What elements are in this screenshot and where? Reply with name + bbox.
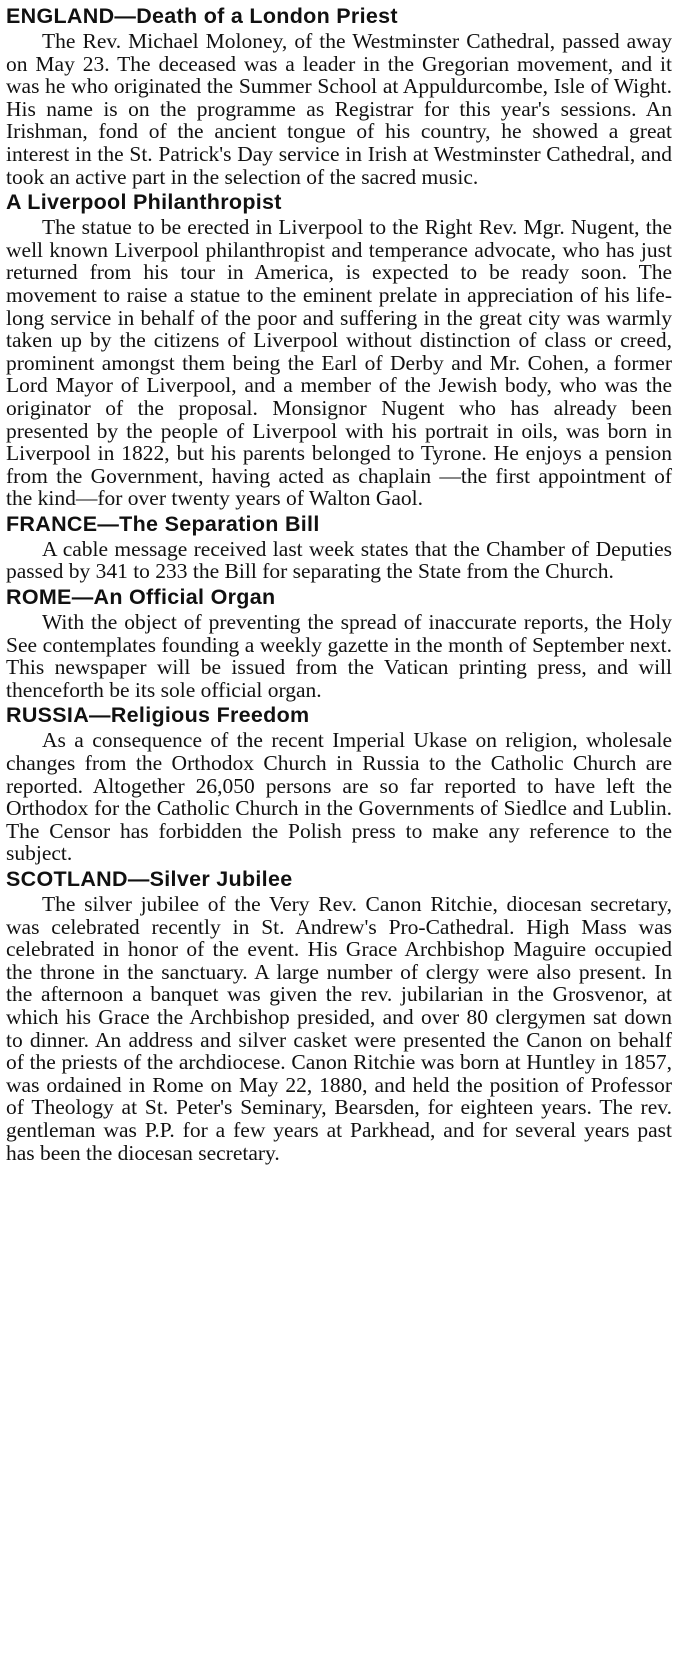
article-heading: A Liverpool Philanthropist — [6, 190, 282, 215]
article-russia — [6, 701, 672, 865]
article-heading: FRANCE—The Separation Bill — [6, 511, 320, 536]
article-heading: RUSSIA—Religious Freedom — [6, 703, 310, 728]
article-heading: ENGLAND—Death of a London Priest — [6, 4, 398, 28]
article-body: With the object of preventing the spread of inaccurate reports, the Holy See contemplates founding a weekly gazette in the month of September next. This newspaper will be issued from the Vatican printing press, and will thenceforth be its sole official organ. — [6, 610, 672, 702]
article-heading: SCOTLAND—Silver Jubilee — [6, 867, 293, 891]
article-scotland — [6, 865, 672, 1164]
article-rome — [6, 583, 672, 701]
article-body: The statue to be erected in Liverpool to the Right Rev. Mgr. Nugent, the well known Liverpool philanthropist and temperance advocate, who has just returned from his tour in America, is expected to be ready soon. The movement to raise a statue to the eminent prelate in appreciation of his life-long service in behalf of the poor and suffering in the great city was warmly taken up by the citizens of Liverpool without distinction of class or creed, prominent amongst them being the Earl of Derby and Mr. Cohen, a former Lord Mayor of Liverpool, and a member of the Jewish body, who was the originator of the proposal. Monsignor Nugent who has already been presented by the people of Liverpool with his portrait in oils, was born in Liverpool in 1822, but his parents belonged to Tyrone. He enjoys a pension from the Government, having acted as chaplain —the first appointment of the kind—for over twenty years of Walton Gaol. — [6, 215, 672, 511]
article-heading: ROME—An Official Organ — [6, 585, 276, 610]
article-body: A cable message received last week states that the Chamber of Deputies passed by 341 to 233 the Bill for separating the State from the Church. — [6, 536, 672, 584]
article-liverpool — [6, 188, 672, 510]
article-body: As a consequence of the recent Imperial Ukase on religion, wholesale changes from the Orthodox Church in Russia to the Catholic Church are reported. Altogether 26,050 persons are so far reported to have left the Orthodox for the Catholic Church in the Governments of Siedlce and Lublin. The Censor has forbidden the Polish press to make any reference to the subject. — [6, 728, 672, 866]
article-england — [6, 2, 672, 188]
article-body: The silver jubilee of the Very Rev. Canon Ritchie, diocesan secretary, was celebrated recently in St. Andrew's Pro-Cathedral. High Mass was celebrated in honor of the event. His Grace Archbishop Maguire occupied the throne in the sanctuary. A large number of clergy were also present. In the afternoon a banquet was given the rev. jubilarian in the Grosvenor, at which his Grace the Archbishop presided, and over 80 clergymen sat down to dinner. An address and silver casket were presented the Canon on behalf of the priests of the archdiocese. Canon Ritchie was born at Huntley in 1857, was ordained in Rome on May 22, 1880, and held the position of Professor of Theology at St. Peter's Seminary, Bearsden, for eighteen years. The rev. gentleman was P.P. for a few years at Parkhead, and for several years past has been the diocesan secretary. — [6, 892, 672, 1165]
article-body: The Rev. Michael Moloney, of the Westminster Cathedral, passed away on May 23. The deceased was a leader in the Gregorian movement, and it was he who originated the Summer School at Appuldurcombe, Isle of Wight. His name is on the programme as Registrar for this year's sessions. An Irishman, fond of the ancient tongue of his country, he showed a great interest in the St. Patrick's Day service in Irish at Westminster Cathedral, and took an active part in the selection of the sacred music. — [6, 29, 672, 189]
article-france — [6, 510, 672, 583]
